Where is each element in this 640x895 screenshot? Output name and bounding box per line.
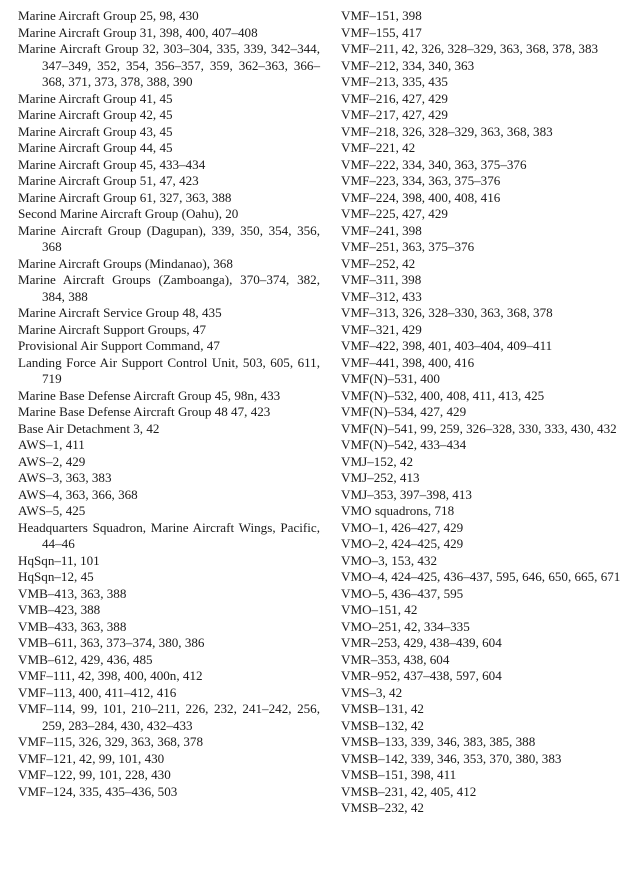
index-entry: VMSB–151, 398, 411 [341, 767, 457, 782]
index-entry: VMF–312, 433 [341, 288, 422, 304]
index-entry: VMF–216, 427, 429 [341, 90, 448, 106]
index-entry: Marine Aircraft Groups (Zamboanga), 370–374, 382, 384, 388 [18, 272, 320, 304]
index-entry: VMF–217, 427, 429 [341, 107, 448, 122]
index-entry: VMSB–232, 42 [341, 800, 424, 815]
index-entry: VMO–5, 436–437, 595 [341, 585, 464, 601]
index-entry: Marine Base Defense Aircraft Group 45, 98n, 433 [18, 387, 281, 403]
index-entry: VMF(N)–534, 427, 429 [341, 404, 467, 419]
index-entry: VMF(N)–541, 99, 259, 326–328, 330, 333, 430, 432 [341, 420, 617, 436]
index-entry: Second Marine Aircraft Group (Oahu), 20 [18, 206, 239, 221]
index-entry: VMF–211, 42, 326, 328–329, 363, 368, 378, 383 [341, 41, 599, 56]
index-entry: Marine Aircraft Group 42, 45 [18, 107, 173, 122]
index-entry: VMF–223, 334, 363, 375–376 [341, 173, 501, 188]
index-entry: VMB–413, 363, 388 [18, 585, 127, 601]
index-entry: VMF–313, 326, 328–330, 363, 368, 378 [341, 305, 553, 320]
index-entry: VMF–122, 99, 101, 228, 430 [18, 767, 171, 782]
index-entry: Marine Aircraft Group 41, 45 [18, 90, 173, 106]
index-entry: Marine Aircraft Group (Dagupan), 339, 350, 354, 356, 368 [18, 222, 320, 254]
index-entry: VMJ–353, 397–398, 413 [341, 486, 472, 502]
index-entry: VMF–212, 334, 340, 363 [341, 57, 475, 73]
index-column-right [341, 8, 626, 895]
index-entry: Marine Aircraft Groups (Mindanao), 368 [18, 255, 233, 271]
index-entry: VMSB–231, 42, 405, 412 [341, 783, 477, 799]
index-entry: AWS–2, 429 [18, 453, 86, 469]
index-entry: VMF–241, 398 [341, 222, 422, 238]
index-entry: VMO–3, 153, 432 [341, 552, 438, 568]
index-entry: Base Air Detachment 3, 42 [18, 420, 160, 436]
index-entry: VMSB–132, 42 [341, 717, 424, 733]
index-entry: VMO squadrons, 718 [341, 503, 455, 518]
index-entry: Marine Aircraft Group 45, 433–434 [18, 156, 206, 172]
index-entry: VMSB–142, 339, 346, 353, 370, 380, 383 [341, 750, 562, 766]
index-entry: VMF–225, 427, 429 [341, 206, 448, 221]
index-entry: Marine Aircraft Group 25, 98, 430 [18, 8, 199, 23]
index-entry: VMB–423, 388 [18, 602, 101, 617]
index-entry: VMSB–133, 339, 346, 383, 385, 388 [341, 734, 536, 749]
index-entry: VMO–4, 424–425, 436–437, 595, 646, 650, 665, 671 [341, 569, 621, 584]
index-entry: AWS–1, 411 [18, 437, 85, 452]
index-entry: VMF(N)–542, 433–434 [341, 437, 467, 452]
index-entry: VMO–251, 42, 334–335 [341, 618, 470, 634]
index-entry: Headquarters Squadron, Marine Aircraft Wings, Pacific, 44–46 [18, 519, 320, 551]
index-column-left [18, 8, 320, 895]
index-entry: VMF–422, 398, 401, 403–404, 409–411 [341, 338, 553, 353]
index-entry: Provisional Air Support Command, 47 [18, 338, 220, 353]
index-entry: VMB–612, 429, 436, 485 [18, 651, 153, 667]
index-entry: VMF–224, 398, 400, 408, 416 [341, 189, 501, 205]
index-entry: AWS–4, 363, 366, 368 [18, 486, 138, 502]
index-entry: Marine Aircraft Service Group 48, 435 [18, 305, 222, 320]
index-entry: VMF–113, 400, 411–412, 416 [18, 684, 177, 700]
index-entry: VMF–221, 42 [341, 140, 416, 155]
index-entry: VMF–441, 398, 400, 416 [341, 354, 475, 370]
index-entry: VMS–3, 42 [341, 684, 403, 700]
index-entry: VMSB–131, 42 [341, 701, 424, 716]
index-entry: VMF–251, 363, 375–376 [341, 239, 475, 254]
index-entry: Marine Base Defense Aircraft Group 48 47, 423 [18, 404, 271, 419]
index-entry: VMF–213, 335, 435 [341, 74, 448, 89]
index-entry: Marine Aircraft Group 43, 45 [18, 123, 173, 139]
index-entry: VMF(N)–532, 400, 408, 411, 413, 425 [341, 387, 545, 403]
index-entry: AWS–3, 363, 383 [18, 470, 112, 485]
index-entry: VMF–121, 42, 99, 101, 430 [18, 750, 165, 766]
index-entry: VMR–253, 429, 438–439, 604 [341, 635, 502, 650]
index-entry: Marine Aircraft Group 61, 327, 363, 388 [18, 189, 232, 205]
index-entry: HqSqn–12, 45 [18, 569, 94, 584]
index-entry: VMB–433, 363, 388 [18, 618, 127, 634]
index-entry: VMF–222, 334, 340, 363, 375–376 [341, 156, 527, 172]
index-entry: VMR–952, 437–438, 597, 604 [341, 668, 502, 683]
index-entry: Marine Aircraft Group 32, 303–304, 335, 339, 342–344, 347–349, 352, 354, 356–357, 359, 362–363, 366–368, 371, 373, 378, 388, 390 [18, 41, 320, 89]
index-entry: VMO–2, 424–425, 429 [341, 536, 464, 551]
index-entry: VMR–353, 438, 604 [341, 651, 450, 667]
index-entry: VMO–1, 426–427, 429 [341, 519, 464, 535]
index-entry: VMJ–252, 413 [341, 470, 420, 485]
index-entry: AWS–5, 425 [18, 503, 86, 518]
index-entry: VMF–321, 429 [341, 321, 422, 337]
index-entry: Marine Aircraft Group 31, 398, 400, 407–408 [18, 24, 258, 40]
index-entry: VMF–218, 326, 328–329, 363, 368, 383 [341, 123, 553, 139]
index-entry: VMF–151, 398 [341, 8, 422, 23]
index-entry: VMF–252, 42 [341, 255, 416, 271]
index-entry: Landing Force Air Support Control Unit, 503, 605, 611, 719 [18, 354, 320, 386]
index-entry: VMJ–152, 42 [341, 453, 414, 469]
index-entry: Marine Aircraft Group 44, 45 [18, 140, 173, 155]
index-entry: VMB–611, 363, 373–374, 380, 386 [18, 635, 205, 650]
index-entry: VMF–114, 99, 101, 210–211, 226, 232, 241–242, 256, 259, 283–284, 430, 432–433 [18, 701, 320, 733]
index-entry: VMF–124, 335, 435–436, 503 [18, 783, 178, 799]
index-entry: VMO–151, 42 [341, 602, 418, 617]
index-entry: Marine Aircraft Support Groups, 47 [18, 321, 207, 337]
index-entry: VMF–155, 417 [341, 24, 422, 40]
index-entry: VMF–115, 326, 329, 363, 368, 378 [18, 734, 204, 749]
index-entry: VMF(N)–531, 400 [341, 371, 440, 386]
index-entry: VMF–311, 398 [341, 272, 422, 287]
index-entry: VMF–111, 42, 398, 400, 400n, 412 [18, 668, 203, 683]
index-entry: Marine Aircraft Group 51, 47, 423 [18, 173, 199, 188]
index-entry: HqSqn–11, 101 [18, 552, 100, 568]
